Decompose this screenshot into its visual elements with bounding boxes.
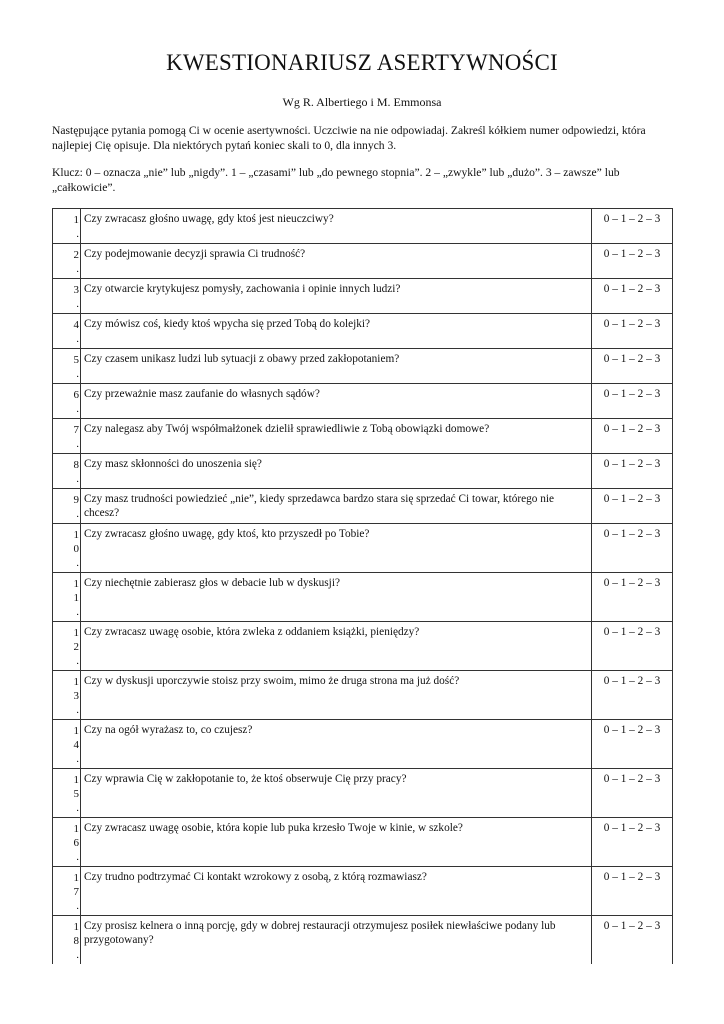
question-row — [53, 419, 673, 454]
question-number: 14. — [53, 720, 81, 769]
question-number: 8. — [53, 454, 81, 489]
question-number: 13. — [53, 671, 81, 720]
question-row — [53, 209, 673, 244]
question-number: 6. — [53, 384, 81, 419]
question-text: Czy masz skłonności do unoszenia się? — [81, 454, 592, 489]
answer-scale[interactable]: 0 – 1 – 2 – 3 — [592, 867, 673, 916]
page-title: KWESTIONARIUSZ ASERTYWNOŚCI — [166, 50, 558, 75]
question-number: 1. — [53, 209, 81, 244]
answer-scale[interactable]: 0 – 1 – 2 – 3 — [592, 622, 673, 671]
answer-scale[interactable]: 0 – 1 – 2 – 3 — [592, 314, 673, 349]
question-text: Czy podejmowanie decyzji sprawia Ci trudność? — [81, 244, 592, 279]
answer-scale[interactable]: 0 – 1 – 2 – 3 — [592, 349, 673, 384]
answer-scale[interactable]: 0 – 1 – 2 – 3 — [592, 524, 673, 573]
answer-scale[interactable]: 0 – 1 – 2 – 3 — [592, 818, 673, 867]
question-row — [53, 349, 673, 384]
answer-scale[interactable]: 0 – 1 – 2 – 3 — [592, 720, 673, 769]
question-number: 5. — [53, 349, 81, 384]
question-number: 2. — [53, 244, 81, 279]
question-number: 3. — [53, 279, 81, 314]
page-subtitle: Wg R. Albertiego i M. Emmonsa — [282, 95, 442, 109]
question-text: Czy zwracasz uwagę osobie, która zwleka z oddaniem książki, pieniędzy? — [81, 622, 592, 671]
question-text: Czy zwracasz głośno uwagę, gdy ktoś jest nieuczciwy? — [81, 209, 592, 244]
question-text: Czy w dyskusji uporczywie stoisz przy swoim, mimo że druga strona ma już dość? — [81, 671, 592, 720]
question-number: 15. — [53, 769, 81, 818]
question-number: 7. — [53, 419, 81, 454]
answer-scale[interactable]: 0 – 1 – 2 – 3 — [592, 916, 673, 965]
question-row — [53, 489, 673, 524]
question-row — [53, 244, 673, 279]
answer-scale[interactable]: 0 – 1 – 2 – 3 — [592, 454, 673, 489]
question-number: 17. — [53, 867, 81, 916]
question-text: Czy mówisz coś, kiedy ktoś wpycha się przed Tobą do kolejki? — [81, 314, 592, 349]
question-text: Czy niechętnie zabierasz głos w debacie lub w dyskusji? — [81, 573, 592, 622]
question-text: Czy trudno podtrzymać Ci kontakt wzrokowy z osobą, z którą rozmawiasz? — [81, 867, 592, 916]
question-number: 16. — [53, 818, 81, 867]
question-row — [53, 454, 673, 489]
questions-table — [52, 208, 673, 964]
question-row — [53, 916, 673, 965]
question-row — [53, 279, 673, 314]
question-row — [53, 384, 673, 419]
instructions-paragraph: Następujące pytania pomogą Ci w ocenie asertywności. Uczciwie na nie odpowiadaj. Zakreśl kółkiem numer odpowiedzi, która najlepiej Cię opisuje. Dla niektórych pytań koniec skali to 0, dla innych 3. — [52, 124, 646, 152]
question-text: Czy wprawia Cię w zakłopotanie to, że ktoś obserwuje Cię przy pracy? — [81, 769, 592, 818]
question-row — [53, 769, 673, 818]
question-text: Czy zwracasz uwagę osobie, która kopie lub puka krzesło Twoje w kinie, w szkole? — [81, 818, 592, 867]
answer-scale[interactable]: 0 – 1 – 2 – 3 — [592, 769, 673, 818]
question-number: 18. — [53, 916, 81, 965]
question-text: Czy otwarcie krytykujesz pomysły, zachowania i opinie innych ludzi? — [81, 279, 592, 314]
answer-key-paragraph: Klucz: 0 – oznacza „nie” lub „nigdy”. 1 – „czasami” lub „do pewnego stopnia”. 2 – „zwykle” lub „dużo”. 3 – zawsze” lub „całkowicie”. — [52, 166, 620, 194]
question-row — [53, 671, 673, 720]
answer-scale[interactable]: 0 – 1 – 2 – 3 — [592, 573, 673, 622]
question-text: Czy prosisz kelnera o inną porcję, gdy w dobrej restauracji otrzymujesz posiłek niewłaściwe podany lub przygotowany? — [81, 916, 592, 965]
answer-scale[interactable]: 0 – 1 – 2 – 3 — [592, 244, 673, 279]
answer-scale[interactable]: 0 – 1 – 2 – 3 — [592, 279, 673, 314]
question-row — [53, 524, 673, 573]
question-text: Czy czasem unikasz ludzi lub sytuacji z obawy przed zakłopotaniem? — [81, 349, 592, 384]
question-text: Czy masz trudności powiedzieć „nie”, kiedy sprzedawca bardzo stara się sprzedać Ci towar, którego nie chcesz? — [81, 489, 592, 524]
question-row — [53, 622, 673, 671]
answer-scale[interactable]: 0 – 1 – 2 – 3 — [592, 489, 673, 524]
question-text: Czy nalegasz aby Twój współmałżonek dzielił sprawiedliwie z Tobą obowiązki domowe? — [81, 419, 592, 454]
question-number: 4. — [53, 314, 81, 349]
question-number: 9. — [53, 489, 81, 524]
question-number: 12. — [53, 622, 81, 671]
question-text: Czy zwracasz głośno uwagę, gdy ktoś, kto przyszedł po Tobie? — [81, 524, 592, 573]
answer-scale[interactable]: 0 – 1 – 2 – 3 — [592, 419, 673, 454]
question-row — [53, 720, 673, 769]
answer-scale[interactable]: 0 – 1 – 2 – 3 — [592, 671, 673, 720]
question-row — [53, 573, 673, 622]
question-number: 11. — [53, 573, 81, 622]
question-row — [53, 818, 673, 867]
question-row — [53, 867, 673, 916]
question-text: Czy przeważnie masz zaufanie do własnych sądów? — [81, 384, 592, 419]
question-number: 10. — [53, 524, 81, 573]
question-row — [53, 314, 673, 349]
question-text: Czy na ogół wyrażasz to, co czujesz? — [81, 720, 592, 769]
answer-scale[interactable]: 0 – 1 – 2 – 3 — [592, 209, 673, 244]
answer-scale[interactable]: 0 – 1 – 2 – 3 — [592, 384, 673, 419]
